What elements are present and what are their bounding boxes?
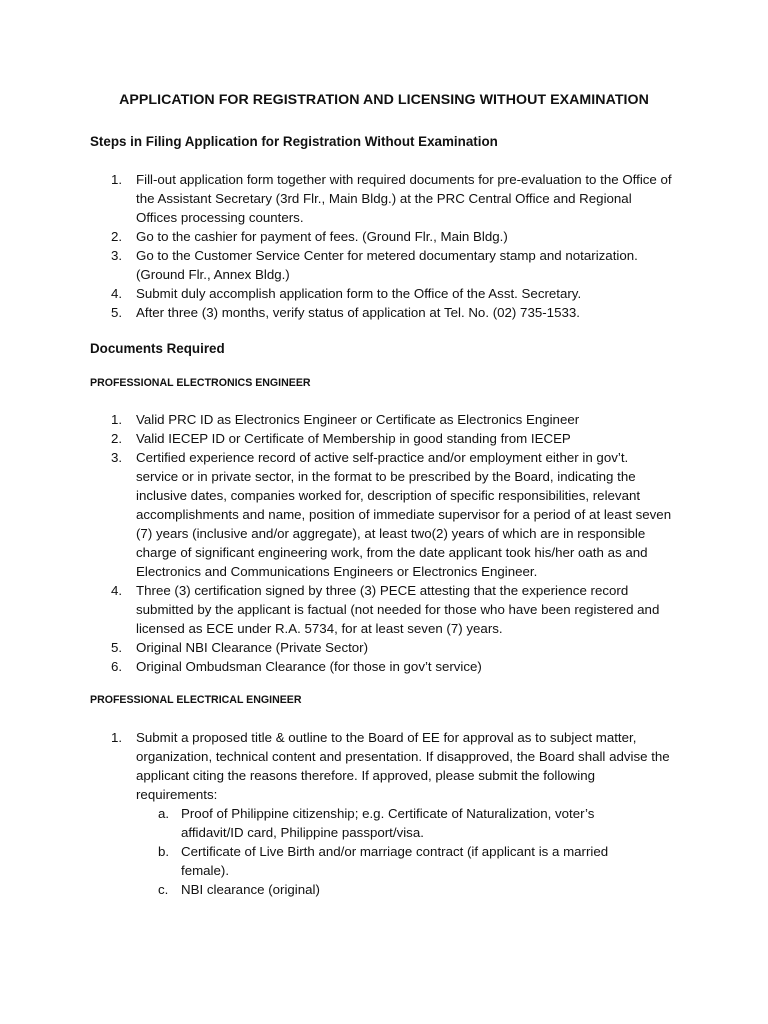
list-number: 4.	[111, 286, 123, 301]
list-number: 3.	[111, 248, 123, 263]
list-text: Valid IECEP ID or Certificate of Membership in good standing from IECEP	[136, 431, 571, 446]
list-text: Three (3) certification signed by three (3) PECE attesting that the experience record submitted by the applicant is factual (not needed for those who have been registered and licensed as ECE under R.A. 5734, for at least seven (7) years.	[136, 583, 660, 636]
list-item	[0, 638, 672, 657]
list-text: Submit a proposed title & outline to the Board of EE for approval as to subject matter, organization, technical content and presentation. If disapproved, the Board shall advise the applicant citing the reasons therefore. If approved, please submit the following requirements:	[136, 730, 670, 802]
list-number: 1.	[111, 730, 123, 745]
list-text: Certified experience record of active self-practice and/or employment either in gov’t. service or in private sector, in the format to be prescribed by the Board, indicating the inclusive dates, companies worked for, description of specific responsibilities, relevant accomplishments and name, position of immediate supervisor for a period of at least seven (7) years (inclusive and/or aggregate), at least two(2) years of which are in responsible charge of significant engineering work, from the date applicant took his/her oath as and Electronics and Communications Engineers or Electronics Engineer.	[136, 450, 672, 579]
steps-heading: Steps in Filing Application for Registration Without Examination	[90, 134, 498, 149]
list-number: 2.	[111, 229, 123, 244]
pee-requirements-list	[0, 410, 768, 676]
list-item	[0, 227, 672, 246]
steps-list	[0, 170, 768, 322]
sub-list-letter: b.	[158, 844, 170, 859]
pelec-heading: PROFESSIONAL ELECTRICAL ENGINEER	[90, 694, 302, 706]
list-item	[0, 728, 672, 804]
list-text: Valid PRC ID as Electronics Engineer or Certificate as Electronics Engineer	[136, 412, 580, 427]
list-item	[0, 246, 672, 284]
sub-list-item	[0, 880, 651, 899]
list-item	[0, 284, 672, 303]
list-number: 5.	[111, 640, 123, 655]
list-text: Go to the cashier for payment of fees. (Ground Flr., Main Bldg.)	[136, 229, 508, 244]
list-text: Submit duly accomplish application form to the Office of the Asst. Secretary.	[136, 286, 582, 301]
list-text: After three (3) months, verify status of application at Tel. No. (02) 735-1533.	[136, 305, 580, 320]
list-number: 1.	[111, 172, 123, 187]
sub-list-letter: c.	[158, 882, 169, 897]
pelec-requirements-list	[0, 728, 768, 899]
list-number: 6.	[111, 659, 123, 674]
list-text: Original Ombudsman Clearance (for those in gov’t service)	[136, 659, 482, 674]
sub-list-letter: a.	[158, 806, 170, 821]
list-number: 4.	[111, 583, 123, 598]
list-item	[0, 581, 672, 638]
list-number: 5.	[111, 305, 123, 320]
sub-list-item	[0, 804, 651, 842]
list-item	[0, 448, 672, 581]
pee-heading: PROFESSIONAL ELECTRONICS ENGINEER	[90, 377, 311, 389]
sub-list-text: Proof of Philippine citizenship; e.g. Certificate of Naturalization, voter’s affidavit/ID card, Philippine passport/visa.	[181, 806, 595, 840]
list-text: Fill-out application form together with required documents for pre-evaluation to the Office of the Assistant Secretary (3rd Flr., Main Bldg.) at the PRC Central Office and Regional Offices processing counters.	[136, 172, 672, 225]
list-text: Original NBI Clearance (Private Sector)	[136, 640, 369, 655]
list-item	[0, 657, 672, 676]
list-number: 2.	[111, 431, 123, 446]
sub-list-text: Certificate of Live Birth and/or marriage contract (if applicant is a married female).	[181, 844, 609, 878]
list-item	[0, 410, 672, 429]
list-item	[0, 303, 672, 322]
list-number: 1.	[111, 412, 123, 427]
sub-list-item	[0, 842, 651, 880]
page-title: APPLICATION FOR REGISTRATION AND LICENSING WITHOUT EXAMINATION	[119, 92, 649, 108]
documents-heading: Documents Required	[90, 341, 225, 356]
list-number: 3.	[111, 450, 123, 465]
sub-list-text: NBI clearance (original)	[181, 882, 320, 897]
list-item	[0, 170, 672, 227]
list-text: Go to the Customer Service Center for metered documentary stamp and notarization. (Ground Flr., Annex Bldg.)	[136, 248, 638, 282]
list-item	[0, 429, 672, 448]
